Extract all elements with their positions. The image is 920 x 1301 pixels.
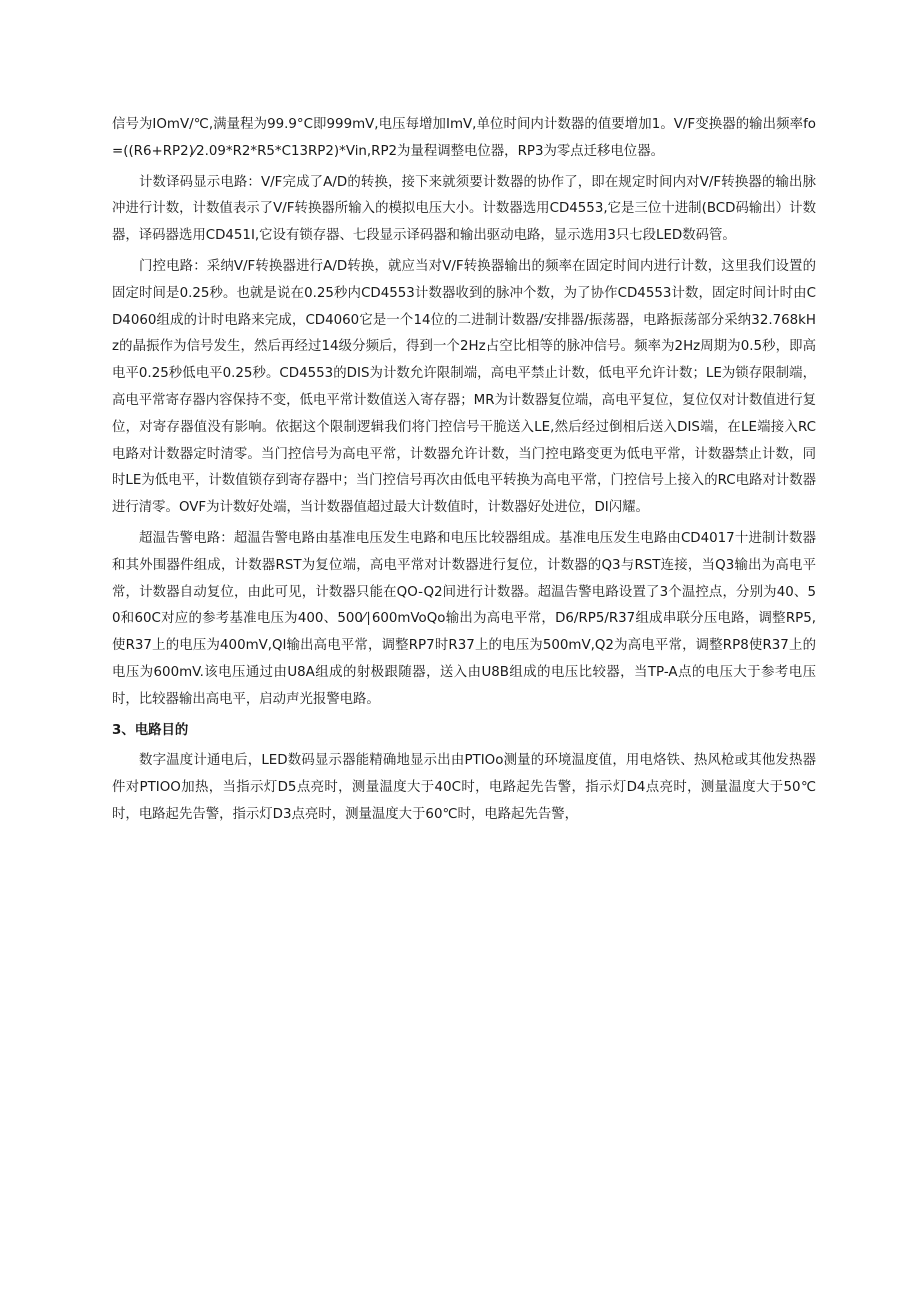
paragraph-over-temperature-alarm: 超温告警电路：超温告警电路由基准电压发生电路和电压比较器组成。基准电压发生电路由CD4017十进制计数器和其外围器件组成，计数器RST为复位端，高电平常对计数器进行复位，计数器的Q3与RST连接，当Q3输出为高电平常，计数器自动复位，由此可见，计数器只能在QO-Q2间进行计数器。超温告警电路设置了3个温控点，分别为40、50和60C对应的参考基准电压为400、500⁄∣600mVoQo输出为高电平常，D6/RP5/R37组成串联分压电路，调整RP5,使R37上的电压为400mV,Ql输出高电平常，调整RP7时R37上的电压为500mV,Q2为高电平常，调整RP8使R37上的电压为600mV.该电压通过由U8A组成的射极跟随器，送入由U8B组成的电压比较器，当TP-A点的电压大于参考电压时，比较器输出高电平，启动声光报警电路。 (112, 530, 816, 707)
document-body (112, 112, 816, 829)
paragraph-counter-decoder-display: 计数译码显示电路：V/F完成了A/D的转换，接下来就须要计数器的协作了，即在规定时间内对V/F转换器的输出脉冲进行计数，计数值表示了V/F转换器所输入的模拟电压大小。计数器选用CD4553,它是三位十进制(BCD码输出）计数器，译码器选用CD451I,它设有锁存器、七段显示译码器和输出驱动电路，显示选用3只七段LED数码管。 (112, 174, 816, 244)
paragraph-thermometer-operation: 数字温度计通电后，LED数码显示器能精确地显示出由PTIOo测量的环境温度值，用电烙铁、热风枪或其他发热器件对PTIOO加热，当指示灯D5点亮时，测量温度大于40C时，电路起先告警，指示灯D4点亮时，测量温度大于50℃时，电路起先告警，指示灯D3点亮时，测量温度大于60℃时，电路起先告警， (112, 753, 816, 822)
section-heading-circuit-purpose: 3、电路目的 (112, 722, 189, 738)
paragraph-gate-control: 门控电路：采纳V/F转换器进行A/D转换，就应当对V/F转换器输出的频率在固定时间内进行计数，这里我们设置的固定时间是0.25秒。也就是说在0.25秒内CD4553计数器收到的脉冲个数，为了协作CD4553计数，固定时间计时由CD4060组成的计时电路来完成，CD4060它是一个14位的二进制计数器/安排器/振荡器，电路振荡部分采纳32.768kHz的晶振作为信号发生，然后再经过14级分频后，得到一个2Hz占空比相等的脉冲信号。频率为2Hz周期为0.5秒，即高电平0.25秒低电平0.25秒。CD4553的DIS为计数允许限制端，高电平禁止计数，低电平允许计数；LE为锁存限制端，高电平常寄存器内容保持不变，低电平常计数值送入寄存器；MR为计数器复位端，高电平复位，复位仅对计数值进行复位，对寄存器值没有影响。依据这个限制逻辑我们将门控信号干脆送入LE,然后经过倒相后送入DIS端，在LE端接入RC电路对计数器定时清零。当门控信号为高电平常，计数器允许计数，当门控电路变更为低电平常，计数器禁止计数，同时LE为低电平，计数值锁存到寄存器中；当门控信号再次由低电平转换为高电平常，门控信号上接入的RC电路对计数器进行清零。OVF为计数好处端，当计数器值超过最大计数值时，计数器好处进位，DI闪耀。 (112, 258, 816, 516)
paragraph-vf-converter: 信号为IOmV/℃,满量程为99.9°C即999mV,电压每增加ImV,单位时间内计数器的值要增加1。V/F变换器的输出频率fo=((R6+RP2)⁄2.09*R2*R5*C13RP2)*Vin,RP2为量程调整电位器，RP3为零点迁移电位器。 (112, 117, 816, 159)
